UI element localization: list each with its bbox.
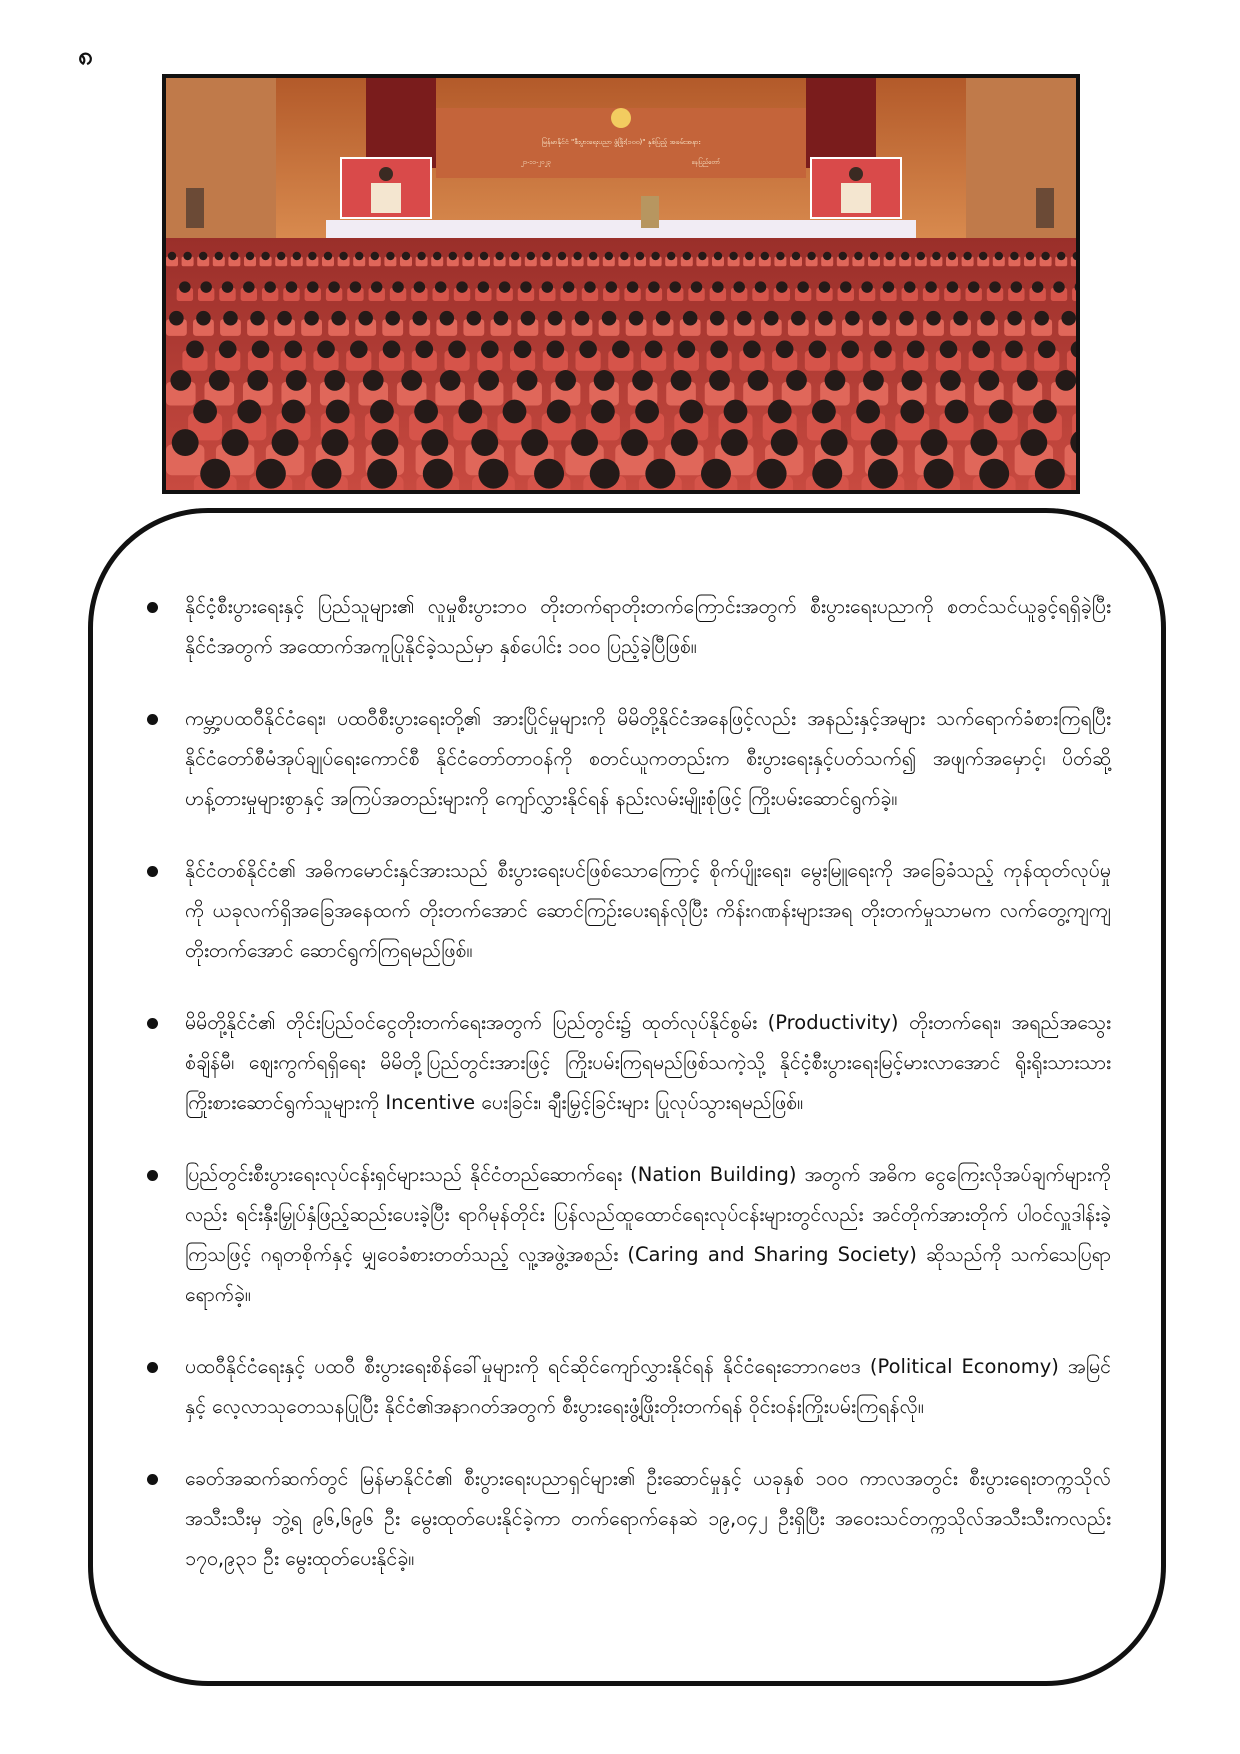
audience-head-shape <box>467 311 482 326</box>
audience-head-shape <box>256 459 286 489</box>
audience-head-shape <box>932 252 940 260</box>
audience-head-shape <box>669 281 680 292</box>
summary-box <box>88 508 1166 1686</box>
audience-head-shape <box>277 311 292 326</box>
bullet-icon <box>147 1362 158 1373</box>
audience-head-shape <box>277 252 285 260</box>
audience-head-shape <box>645 459 675 489</box>
audience-head-shape <box>683 311 698 326</box>
audience-head-shape <box>945 400 969 424</box>
audience-head-shape <box>282 400 306 424</box>
audience-head-shape <box>989 400 1013 424</box>
audience-head-shape <box>584 281 595 292</box>
audience-head-shape <box>963 252 971 260</box>
audience-head-shape <box>648 281 659 292</box>
audience-head-shape <box>721 429 748 456</box>
audience-head-shape <box>499 281 510 292</box>
audience-head-shape <box>542 252 550 260</box>
audience-head-shape <box>542 281 553 292</box>
audience-head-shape <box>1035 459 1065 489</box>
audience-head-shape <box>870 252 878 260</box>
audience-head-shape <box>1010 252 1018 260</box>
audience-head-shape <box>591 400 615 424</box>
audience-head-shape <box>324 252 332 260</box>
audience-head-shape <box>671 370 692 391</box>
audience-head-shape <box>261 252 269 260</box>
audience-head-shape <box>555 370 576 391</box>
audience-head-shape <box>807 252 815 260</box>
audience-head-shape <box>458 400 482 424</box>
audience-head-shape <box>414 400 438 424</box>
audience-head-shape <box>495 252 503 260</box>
audience-head-shape <box>367 459 397 489</box>
audience-head-shape <box>602 311 617 326</box>
audience-head-shape <box>339 252 347 260</box>
bullet-list <box>145 587 1111 1611</box>
audience-head-shape <box>683 252 691 260</box>
audience-head-shape <box>371 252 379 260</box>
bullet-item <box>145 851 1111 971</box>
audience-head-shape <box>947 281 958 292</box>
audience-head-shape <box>845 311 860 326</box>
audience-head-shape <box>632 370 653 391</box>
bullet-text: နိုင်ငံတစ်နိုင်ငံ၏ အဓိကမောင်းနှင်အားသည် စီးပွားရေးပင်ဖြစ်သောကြောင့် စိုက်ပျိုးရေး၊ မွေးမြူရေးကို အခြေခံသည့် ကုန်ထုတ်လုပ်မှုကို ယခုလက်ရှိအခြေအနေထက် တိုးတက်အောင် ဆောင်ကြဉ်းပေးရန်လိုပြီး ကိန်းဂဏန်းများအရ တိုးတက်မှုသာမက လက်တွေ့ကျကျ တိုးတက်အောင် ဆောင်ရွက်ကြရမည်ဖြစ်။ <box>185 859 1111 962</box>
audience-head-shape <box>414 281 425 292</box>
audience-head-shape <box>183 252 191 260</box>
audience-head-shape <box>871 429 898 456</box>
bullet-text: ခေတ်အဆက်ဆက်တွင် မြန်မာနိုင်ငံ၏ စီးပွားရေးပညာရှင်များ၏ ဦးဆောင်မှုနှင့် ယခုနှစ် ၁၀၀ ကာလအတွင်း စီးပွားရေးတက္ကသိုလ် အသီးသီးမှ ဘွဲ့ရ ၉၆,၆၉၆ ဦး မွေးထုတ်ပေးနိုင်ခဲ့ကာ တက်ရောက်နေဆဲ ၁၉,၀၄၂ ဦးရှိပြီး အဝေးသင်တက္ကသိုလ်အသီးသီးကလည်း ၁၇၀,၉၃၁ ဦး မွေးထုတ်ပေးနိုင်ခဲ့။ <box>185 1467 1111 1570</box>
bullet-icon <box>147 1474 158 1485</box>
audience-head-shape <box>606 281 617 292</box>
audience-head-shape <box>645 340 663 358</box>
audience-head-shape <box>840 281 851 292</box>
audience-head-shape <box>579 340 597 358</box>
audience-head-shape <box>768 400 792 424</box>
audience-head-shape <box>764 311 779 326</box>
audience-head-shape <box>776 252 784 260</box>
audience-head-shape <box>385 311 400 326</box>
audience-head-shape <box>667 252 675 260</box>
audience-head-shape <box>1053 281 1064 292</box>
audience-head-shape <box>926 311 941 326</box>
audience-head-shape <box>1020 429 1047 456</box>
audience-head-shape <box>456 281 467 292</box>
audience-head-shape <box>737 311 752 326</box>
audience-head-shape <box>417 252 425 260</box>
audience-head-shape <box>921 429 948 456</box>
audience-head-shape <box>440 370 461 391</box>
audience-head-shape <box>724 400 748 424</box>
audience-head-shape <box>635 400 659 424</box>
audience-head-shape <box>786 370 807 391</box>
audience-head-shape <box>776 281 787 292</box>
audience-head-shape <box>571 429 598 456</box>
audience-head-shape <box>979 459 1009 489</box>
audience-head-shape <box>511 252 519 260</box>
audience-head-shape <box>902 370 923 391</box>
audience-head-shape <box>940 370 961 391</box>
audience-head-shape <box>200 281 211 292</box>
audience-head-shape <box>710 311 725 326</box>
page-number: ၈ <box>78 41 93 71</box>
audience-head-shape <box>371 281 382 292</box>
audience-head-shape <box>322 429 349 456</box>
audience-head-shape <box>547 400 571 424</box>
audience-head-shape <box>230 252 238 260</box>
audience-head-shape <box>968 281 979 292</box>
audience-head-shape <box>307 281 318 292</box>
audience-head-shape <box>712 281 723 292</box>
audience-head-shape <box>629 311 644 326</box>
audience-head-shape <box>1034 311 1049 326</box>
audience-head-shape <box>701 459 731 489</box>
audience-head-shape <box>558 252 566 260</box>
audience-head-shape <box>590 459 620 489</box>
audience-head-shape <box>371 429 398 456</box>
bullet-item <box>145 1459 1111 1579</box>
audience-head-shape <box>841 340 859 358</box>
audience-head-shape <box>514 340 532 358</box>
audience-head-shape <box>386 252 394 260</box>
audience-head-shape <box>478 281 489 292</box>
audience-head-shape <box>1026 252 1034 260</box>
audience-head-shape <box>691 281 702 292</box>
audience-head-shape <box>264 281 275 292</box>
audience-head-shape <box>821 429 848 456</box>
audience-head-shape <box>940 340 958 358</box>
audience-head-shape <box>421 429 448 456</box>
audience-head-shape <box>547 340 565 358</box>
audience-head-shape <box>415 340 433 358</box>
audience-head-shape <box>1038 340 1056 358</box>
bullet-icon <box>147 714 158 725</box>
audience-head-shape <box>209 370 230 391</box>
audience-head-shape <box>868 459 898 489</box>
audience-head-shape <box>1061 311 1076 326</box>
audience-head-shape <box>170 370 191 391</box>
audience-head-shape <box>861 281 872 292</box>
audience-head-shape <box>355 252 363 260</box>
audience-head-shape <box>196 311 211 326</box>
audience-head-shape <box>995 252 1003 260</box>
audience-head-shape <box>527 252 535 260</box>
audience-head-shape <box>636 252 644 260</box>
audience-head-shape <box>370 400 394 424</box>
audience-head-shape <box>1032 281 1043 292</box>
audience-head-shape <box>885 252 893 260</box>
audience-head-shape <box>480 252 488 260</box>
audience-head-shape <box>1057 252 1065 260</box>
audience-head-shape <box>743 340 761 358</box>
audience-head-shape <box>714 252 722 260</box>
bullet-icon <box>147 1018 158 1029</box>
audience-head-shape <box>776 340 794 358</box>
audience-head-shape <box>792 252 800 260</box>
bullet-item <box>145 1347 1111 1427</box>
audience-head-shape <box>874 340 892 358</box>
audience-head-shape <box>478 370 499 391</box>
photo-illustration <box>166 78 1076 490</box>
audience-head-shape <box>1007 311 1022 326</box>
audience-head-shape <box>326 400 350 424</box>
audience-head-shape <box>979 370 1000 391</box>
audience-head-shape <box>548 311 563 326</box>
audience-head-shape <box>729 252 737 260</box>
audience-head-shape <box>651 252 659 260</box>
audience-head-shape <box>423 459 453 489</box>
audience-head-shape <box>308 252 316 260</box>
bullet-item <box>145 699 1111 819</box>
audience-head-shape <box>899 311 914 326</box>
audience-head-shape <box>620 252 628 260</box>
banner-line-title: မြန်မာနိုင်ငံ "စီးပွားရေးပညာ ဖွံ့ဖြိုး(၁၀၀)" နှစ်ပြည့် အခမ်းအနား <box>541 138 701 146</box>
audience-head-shape <box>517 370 538 391</box>
audience-head-shape <box>222 429 249 456</box>
audience-head-shape <box>733 281 744 292</box>
audience-head-shape <box>854 252 862 260</box>
bullet-icon <box>147 1170 158 1181</box>
audience-head-shape <box>324 370 345 391</box>
audience-head-shape <box>179 281 190 292</box>
audience-head-shape <box>250 311 265 326</box>
audience-head-shape <box>812 400 836 424</box>
audience-head-shape <box>948 252 956 260</box>
audience-head-shape <box>169 311 184 326</box>
audience-head-shape <box>363 370 384 391</box>
audience-head-shape <box>521 311 536 326</box>
audience-head-shape <box>924 459 954 489</box>
audience-head-shape <box>612 340 630 358</box>
audience-head-shape <box>312 459 342 489</box>
audience-head-shape <box>710 340 728 358</box>
audience-head-shape <box>293 252 301 260</box>
audience-head-shape <box>621 429 648 456</box>
audience-head-shape <box>825 370 846 391</box>
audience-head-shape <box>392 281 403 292</box>
audience-head-shape <box>521 429 548 456</box>
audience-head-shape <box>449 252 457 260</box>
audience-head-shape <box>401 370 422 391</box>
bullet-icon <box>147 602 158 613</box>
audience-head-shape <box>594 370 615 391</box>
audience-head-shape <box>246 252 254 260</box>
audience-head-shape <box>872 311 887 326</box>
audience-head-shape <box>331 311 346 326</box>
audience-head-shape <box>1055 370 1076 391</box>
bullet-text: ကမ္ဘာ့ပထဝီနိုင်ငံရေး၊ ပထဝီစီးပွားရေးတို့၏ အားပြိုင်မှုများကို မိမိတို့နိုင်ငံအနေဖြင့်လည်း အနည်းနှင့်အများ သက်ရောက်ခံစားကြရပြီး နိုင်ငံတော်စီမံအုပ်ချုပ်ရေးကောင်စီ နိုင်ငံတော်တာဝန်ကို စတင်ယူကတည်းက စီးပွားရေးနှင့်ပတ်သက်၍ အဖျက်အမှောင့်၊ ပိတ်ဆို့ဟန့်တားမှုများစွာနှင့် အကြပ်အတည်းများကို ကျော်လွှားနိုင်ရန် နည်းလမ်းမျိုးစုံဖြင့် ကြိုးပမ်းဆောင်ရွက်ခဲ့။ <box>185 707 1111 810</box>
bullet-item <box>145 587 1111 667</box>
audience-head-shape <box>534 459 564 489</box>
audience-head-shape <box>520 281 531 292</box>
audience-head-shape <box>1017 370 1038 391</box>
audience-head-shape <box>748 370 769 391</box>
bullet-text: မိမိတို့နိုင်ငံ၏ တိုင်းပြည်ဝင်ငွေတိုးတက်ရေးအတွက် ပြည်တွင်း၌ ထုတ်လုပ်နိုင်စွမ်း (Productivity) တိုးတက်ရေး၊ အရည်အသွေး စံချိန်မီ၊ ဈေးကွက်ရရှိရေး မိမိတို့ပြည်တွင်းအားဖြင့် ကြိုးပမ်းကြရမည်ဖြစ်သကဲ့သို့ နိုင်ငံ့စီးပွားရေးမြင့်မားလာအောင် ရိုးရိုးသားသား ကြိုးစားဆောင်ရွက်သူများကို Incentive ပေးခြင်း၊ ချီးမြှင့်ခြင်းများ ပြုလုပ်သွားရမည်ဖြစ်။ <box>185 1011 1111 1114</box>
audience-head-shape <box>970 429 997 456</box>
audience-head-shape <box>656 311 671 326</box>
audience-head-shape <box>901 252 909 260</box>
audience-head-shape <box>883 281 894 292</box>
bullet-text: နိုင်ငံ့စီးပွားရေးနှင့် ပြည်သူများ၏ လူမှုစီးပွားဘဝ တိုးတက်ရာတိုးတက်ကြောင်းအတွက် စီးပွားရေးပညာကို စတင်သင်ယူခွင့်ရရှိခဲ့ပြီး နိုင်ငံအတွက် အထောက်အကူပြုနိုင်ခဲ့သည်မှာ နှစ်ပေါင်း ၁၀၀ ပြည့်ခဲ့ပြီဖြစ်။ <box>185 595 1111 658</box>
banner-line-place: နေပြည်တော် <box>691 159 721 166</box>
audience-head-shape <box>678 340 696 358</box>
audience-head-shape <box>1033 400 1057 424</box>
bullet-icon <box>147 866 158 877</box>
audience-head-shape <box>907 340 925 358</box>
audience-head-shape <box>856 400 880 424</box>
audience-head-shape <box>989 281 1000 292</box>
audience-head-shape <box>215 252 223 260</box>
audience-head-shape <box>350 340 368 358</box>
audience-head-shape <box>809 340 827 358</box>
audience-head-shape <box>435 281 446 292</box>
audience-head-shape <box>679 400 703 424</box>
audience-head-shape <box>904 281 915 292</box>
audience-head-shape <box>193 400 217 424</box>
audience-head-shape <box>383 340 401 358</box>
audience-head-shape <box>563 281 574 292</box>
bullet-item <box>145 1155 1111 1315</box>
audience-head-shape <box>1011 281 1022 292</box>
audience-head-shape <box>464 252 472 260</box>
audience-head-shape <box>745 252 753 260</box>
audience-head-shape <box>818 311 833 326</box>
audience-head-shape <box>222 281 233 292</box>
audience-head-shape <box>494 311 509 326</box>
audience-head-shape <box>709 370 730 391</box>
audience-head-shape <box>671 429 698 456</box>
audience-head-shape <box>199 252 207 260</box>
audience-head-shape <box>573 252 581 260</box>
audience-head-shape <box>328 281 339 292</box>
audience-head-shape <box>589 252 597 260</box>
audience-head-shape <box>755 281 766 292</box>
conference-hall-photo <box>162 74 1080 494</box>
audience-head-shape <box>286 370 307 391</box>
audience-head-shape <box>317 340 335 358</box>
audience-head-shape <box>627 281 638 292</box>
audience-head-shape <box>575 311 590 326</box>
audience-head-shape <box>980 311 995 326</box>
audience-head-shape <box>917 252 925 260</box>
audience-head-shape <box>402 252 410 260</box>
audience-head-shape <box>698 252 706 260</box>
audience-head-shape <box>219 340 237 358</box>
audience-head-shape <box>771 429 798 456</box>
audience-head-shape <box>761 252 769 260</box>
audience-head-shape <box>200 459 230 489</box>
audience-head-shape <box>350 281 361 292</box>
bullet-text: ပထဝီနိုင်ငံရေးနှင့် ပထဝီ စီးပွားရေးစိန်ခေါ်မှုများကို ရင်ဆိုင်ကျော်လွှားနိုင်ရန် နိုင်ငံရေးဘောဂဗေဒ (Political Economy) အမြင်နှင့် လေ့လာသုတေသနပြုပြီး နိုင်ငံ၏အနာဂတ်အတွက် စီးပွားရေးဖွံ့ဖြိုးတိုးတက်ရန် ဝိုင်းဝန်းကြိုးပမ်းကြရန်လို။ <box>185 1355 1111 1418</box>
audience-head-shape <box>284 340 302 358</box>
audience-head-shape <box>797 281 808 292</box>
audience-head-shape <box>247 370 268 391</box>
audience-head-shape <box>304 311 319 326</box>
audience-head-shape <box>223 311 238 326</box>
audience-head-shape <box>252 340 270 358</box>
audience-head-shape <box>186 340 204 358</box>
audience-head-shape <box>172 429 199 456</box>
audience-head-shape <box>286 281 297 292</box>
audience-head-shape <box>953 311 968 326</box>
audience-head-shape <box>900 400 924 424</box>
audience-head-shape <box>605 252 613 260</box>
audience-head-shape <box>863 370 884 391</box>
audience-head-shape <box>168 252 176 260</box>
bullet-item <box>145 1003 1111 1123</box>
audience-head-shape <box>819 281 830 292</box>
audience-head-shape <box>471 429 498 456</box>
audience-head-shape <box>433 252 441 260</box>
audience-head-shape <box>448 340 466 358</box>
banner-line-date: ၂၁-၁၁-၂၀၂၃ <box>520 159 552 166</box>
audience-head-shape <box>839 252 847 260</box>
audience-head-shape <box>979 252 987 260</box>
audience-head-shape <box>478 459 508 489</box>
bullet-text: ပြည်တွင်းစီးပွားရေးလုပ်ငန်းရှင်များသည် နိုင်ငံတည်ဆောက်ရေး (Nation Building) အတွက် အဓိက ငွေကြေးလိုအပ်ချက်များကိုလည်း ရင်းနှီးမြှုပ်နှံဖြည့်ဆည်းပေးခဲ့ပြီး ရာဂိမုန်တိုင်း ပြန်လည်ထူထောင်ရေးလုပ်ငန်းများတွင်လည်း အင်တိုက်အားတိုက် ပါဝင်လှူဒါန်းခဲ့ကြသဖြင့် ဂရုတစိုက်နှင့် မျှဝေခံစားတတ်သည့် လူ့အဖွဲ့အစည်း (Caring and Sharing Society) ဆိုသည်ကို သက်သေပြရာရောက်ခဲ့။ <box>185 1163 1111 1306</box>
audience-head-shape <box>243 281 254 292</box>
audience-head-shape <box>237 400 261 424</box>
audience-head-shape <box>823 252 831 260</box>
audience-head-shape <box>1005 340 1023 358</box>
audience-head-shape <box>412 311 427 326</box>
audience-head-shape <box>925 281 936 292</box>
audience-head-shape <box>757 459 787 489</box>
audience-head-shape <box>972 340 990 358</box>
audience-head-shape <box>358 311 373 326</box>
audience-head-shape <box>1041 252 1049 260</box>
audience-head-shape <box>440 311 455 326</box>
audience-head-shape <box>481 340 499 358</box>
audience-head-shape <box>791 311 806 326</box>
audience-head-shape <box>503 400 527 424</box>
audience-head-shape <box>272 429 299 456</box>
audience-head-shape <box>812 459 842 489</box>
